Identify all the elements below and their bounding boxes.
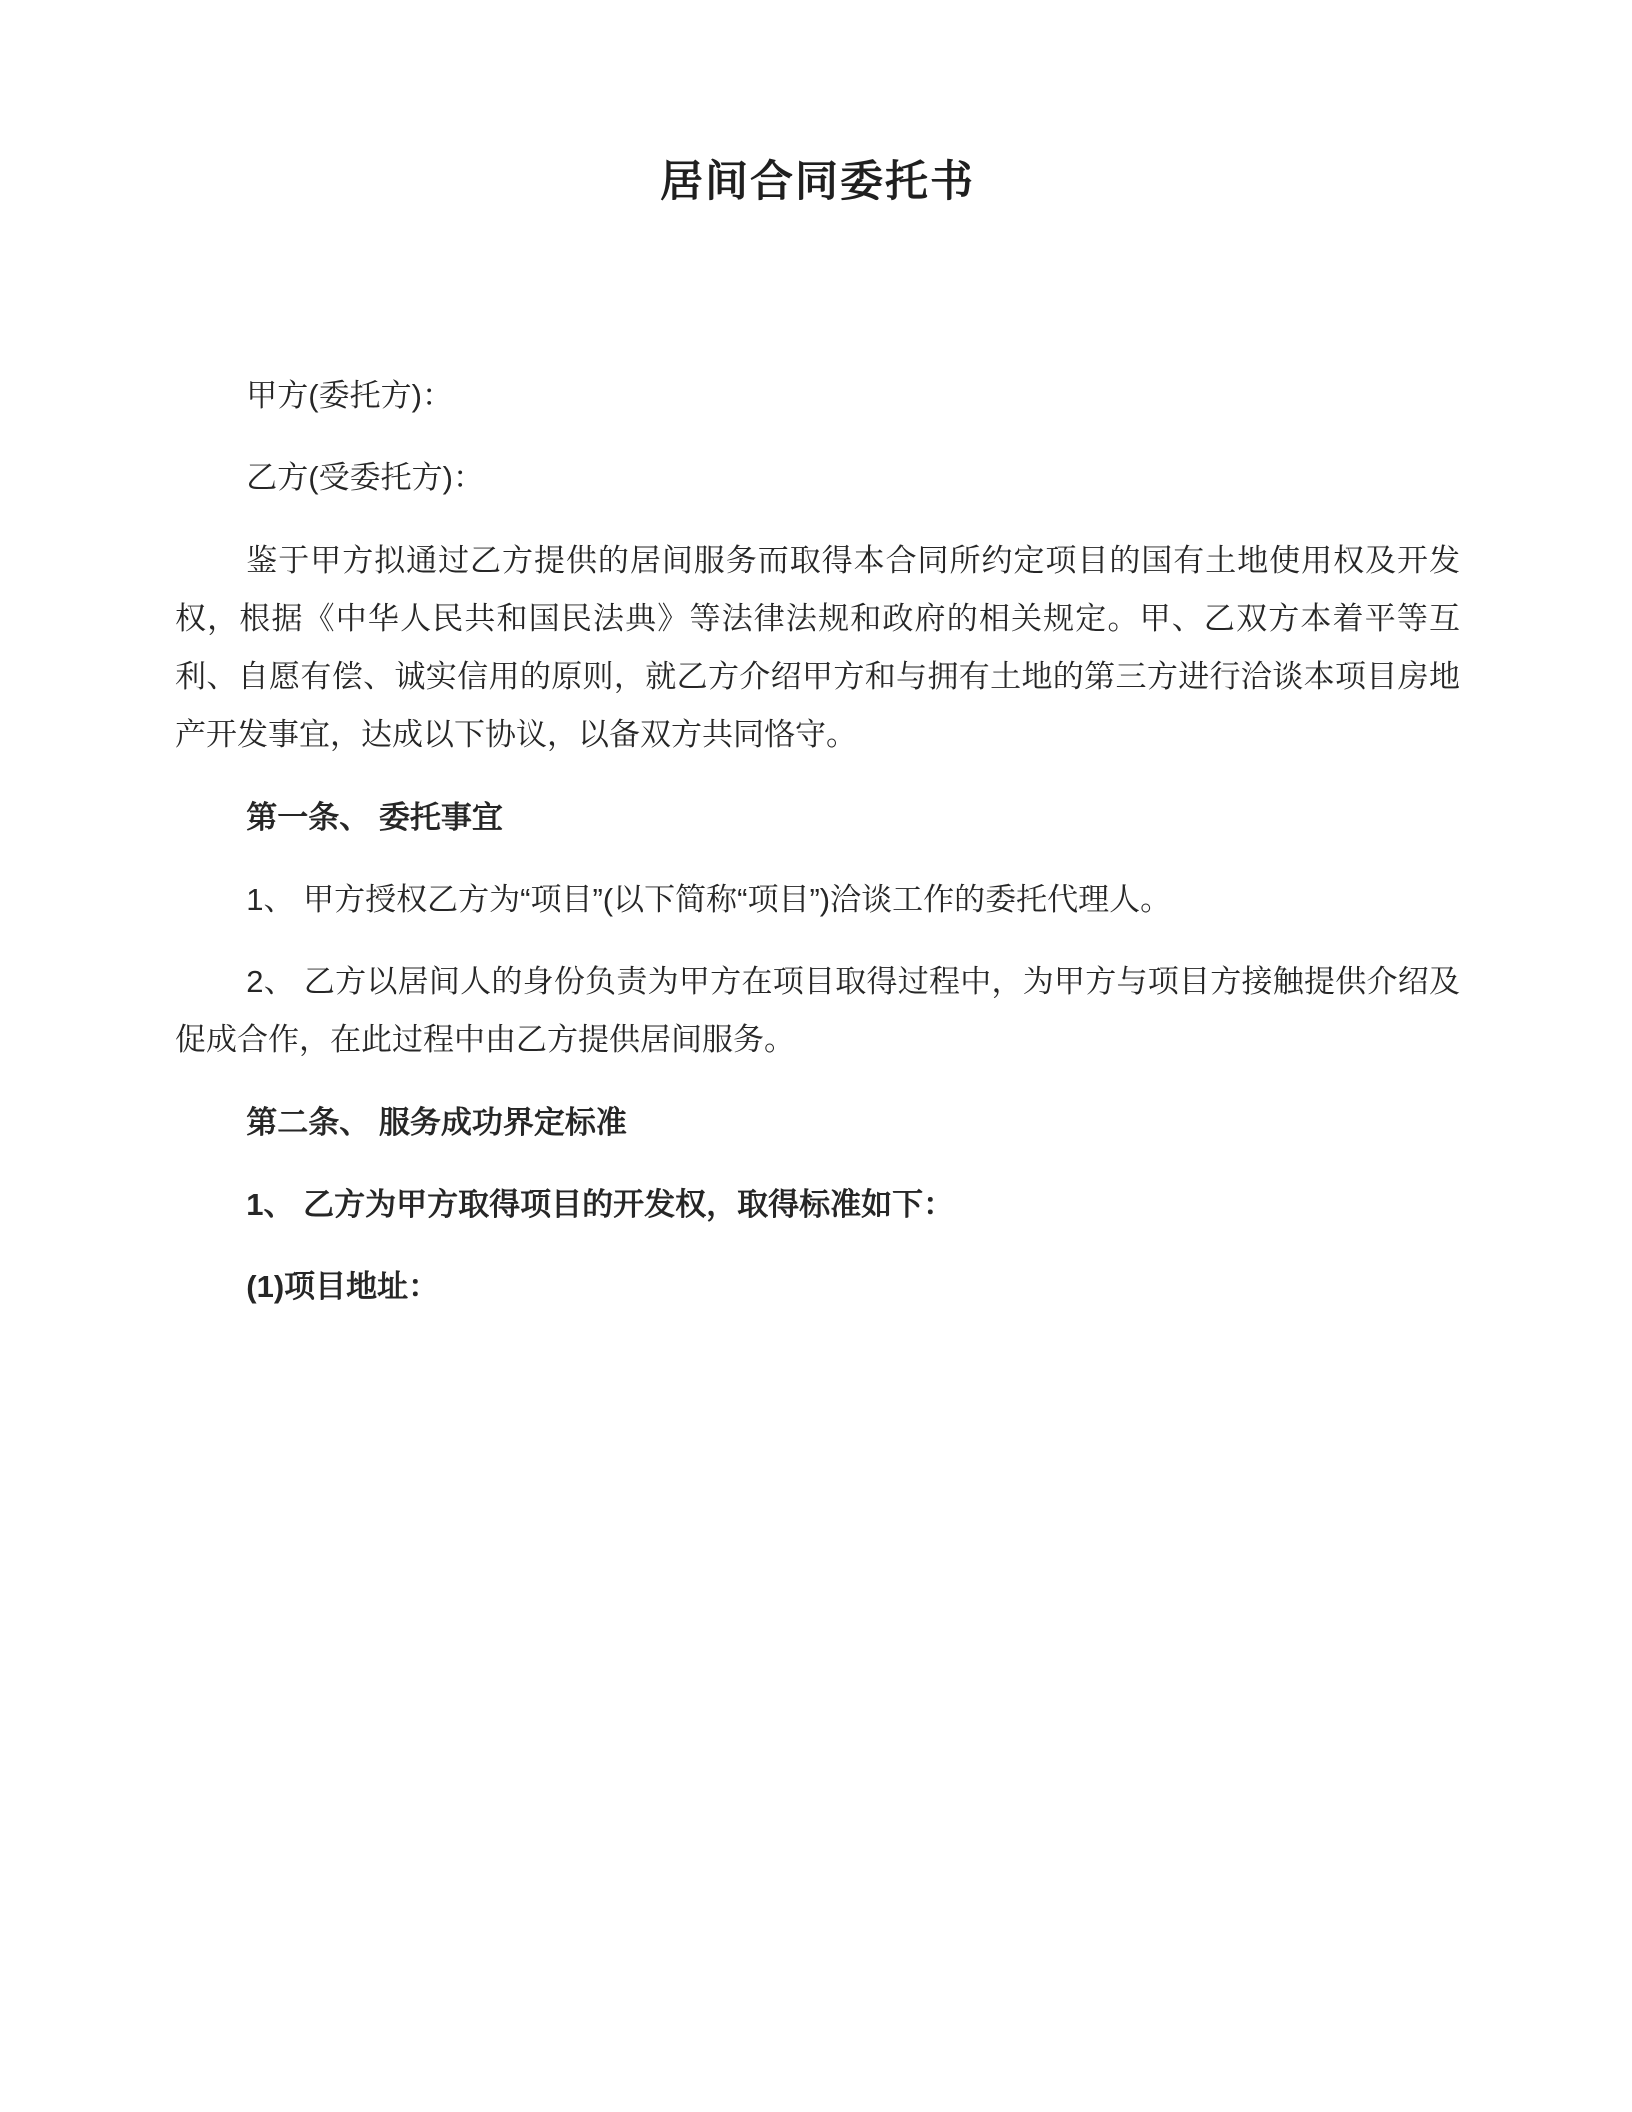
heading-article-2: 第二条、 服务成功界定标准: [246, 1104, 627, 1140]
para-article1-item2: 2、 乙方以居间人的身份负责为甲方在项目取得过程中，为甲方与项目方接触提供介绍及促成合作，在此过程中由乙方提供居间服务。: [175, 964, 1460, 1058]
para-article1-item1: 1、 甲方授权乙方为“项目”(以下简称“项目”)洽谈工作的委托代理人。: [246, 881, 1172, 917]
heading-article-1: 第一条、 委托事宜: [246, 799, 503, 835]
para-article2-item1-address: (1)项目地址：: [246, 1269, 440, 1305]
para-preamble: 鉴于甲方拟通过乙方提供的居间服务而取得本合同所约定项目的国有土地使用权及开发权，根据《中华人民共和国民法典》等法律法规和政府的相关规定。甲、乙双方本着平等互利、自愿有偿、诚实信用的原则，就乙方介绍甲方和与拥有土地的第三方进行洽谈本项目房地产开发事宜，达成以下协议，以备双方共同恪守。: [175, 542, 1460, 753]
page-title: 居间合同委托书: [660, 158, 975, 206]
para-party-a: 甲方(委托方)：: [246, 378, 453, 413]
para-article2-item1: 1、 乙方为甲方取得项目的开发权，取得标准如下：: [246, 1186, 955, 1222]
para-party-b: 乙方(受委托方)：: [246, 460, 484, 496]
